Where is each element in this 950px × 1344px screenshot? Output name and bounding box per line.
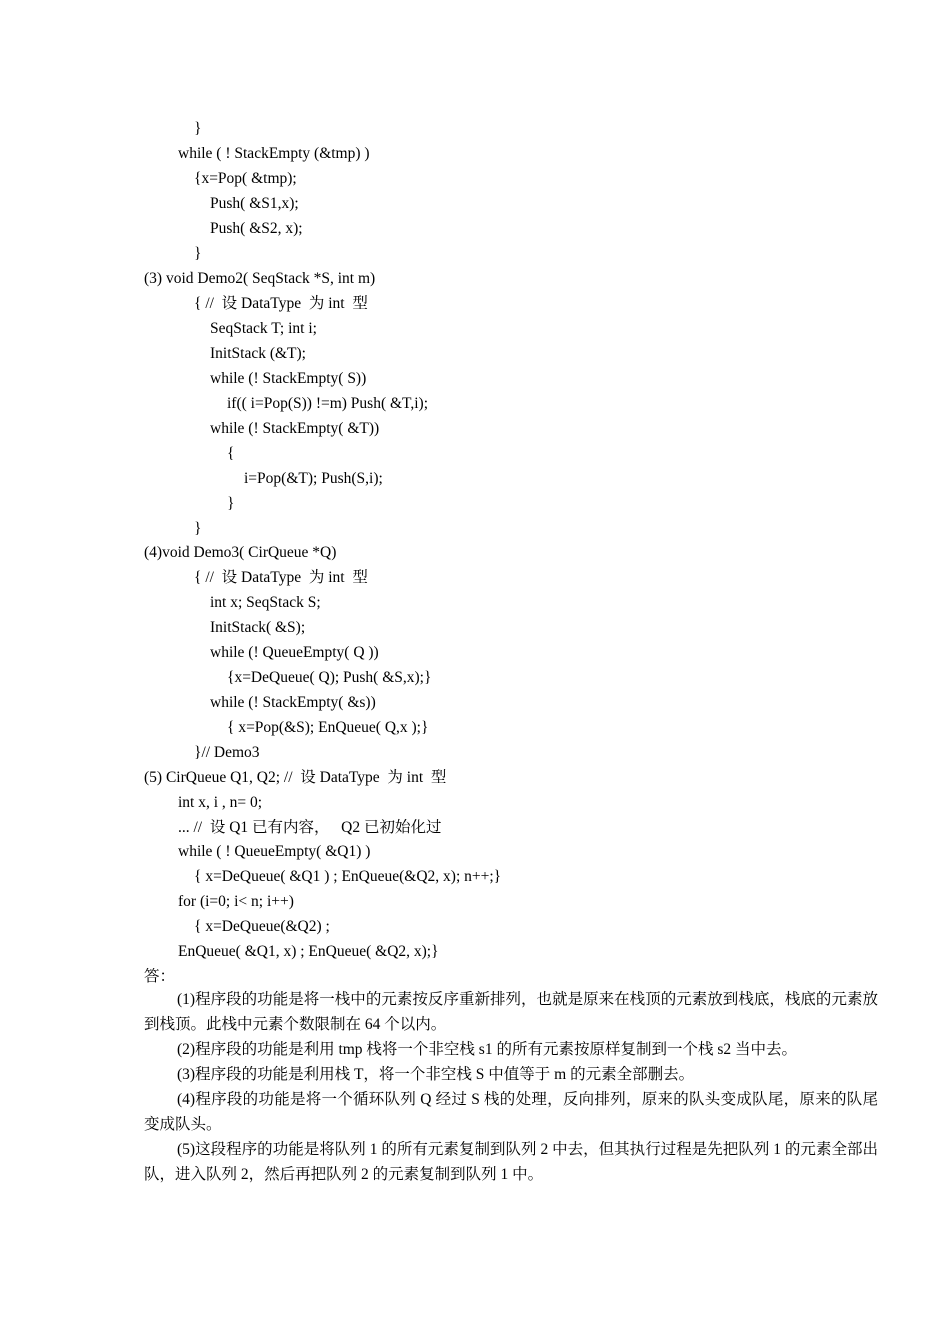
code-line: Push( &S2, x);: [210, 220, 303, 237]
answer-label: 答：: [144, 968, 176, 985]
code-line: while ( ! StackEmpty (&tmp) ): [178, 145, 370, 162]
code-line: (4)void Demo3( CirQueue *Q): [144, 544, 337, 561]
code-line: { x=DeQueue( &Q1 ) ; EnQueue(&Q2, x); n++;}: [194, 868, 502, 885]
answer-paragraph: (1)程序段的功能是将一栈中的元素按反序重新排列，也就是原来在栈顶的元素放到栈底，栈底的元素放到栈顶。此栈中元素个数限制在 64 个以内。: [144, 991, 878, 1033]
code-line: int x; SeqStack S;: [210, 594, 321, 611]
code-line: (5) CirQueue Q1, Q2; // 设 DataType 为 int 型: [144, 769, 447, 786]
code-line: while (! StackEmpty( &T)): [210, 420, 380, 437]
code-line: }: [194, 120, 202, 137]
code-line: { x=Pop(&S); EnQueue( Q,x );}: [227, 719, 429, 736]
code-line: for (i=0; i< n; i++): [178, 893, 294, 910]
code-line: }: [227, 495, 235, 512]
code-line: EnQueue( &Q1, x) ; EnQueue( &Q2, x);}: [178, 943, 439, 960]
code-line: }// Demo3: [194, 744, 260, 761]
answer-paragraph: (3)程序段的功能是利用栈 T，将一个非空栈 S 中值等于 m 的元素全部删去。: [177, 1066, 695, 1083]
code-line: { x=DeQueue(&Q2) ;: [194, 918, 330, 935]
code-line: int x, i , n= 0;: [178, 794, 263, 811]
code-line: while (! StackEmpty( &s)): [210, 694, 376, 711]
code-line: InitStack( &S);: [210, 619, 306, 636]
code-line: Push( &S1,x);: [210, 195, 299, 212]
code-line: { // 设 DataType 为 int 型: [194, 295, 368, 312]
code-line: {x=Pop( &tmp);: [194, 170, 297, 187]
code-line: InitStack (&T);: [210, 345, 306, 362]
code-line: {x=DeQueue( Q); Push( &S,x);}: [227, 669, 432, 686]
code-line: while (! QueueEmpty( Q )): [210, 644, 379, 661]
answer-paragraph: (2)程序段的功能是利用 tmp 栈将一个非空栈 s1 的所有元素按原样复制到一个栈 s2 当中去。: [177, 1041, 798, 1058]
code-line: if(( i=Pop(S)) !=m) Push( &T,i);: [227, 395, 429, 412]
code-line: {: [227, 445, 235, 462]
code-line: }: [194, 245, 202, 262]
code-line: SeqStack T; int i;: [210, 320, 317, 337]
code-line: { // 设 DataType 为 int 型: [194, 569, 368, 586]
code-line: while (! StackEmpty( S)): [210, 370, 367, 387]
answer-paragraph: (4)程序段的功能是将一个循环队列 Q 经过 S 栈的处理，反向排列，原来的队头变成队尾，原来的队尾变成队头。: [144, 1091, 878, 1133]
code-line: ... // 设 Q1 已有内容， Q2 已初始化过: [178, 819, 442, 836]
code-line: (3) void Demo2( SeqStack *S, int m): [144, 270, 376, 287]
code-line: while ( ! QueueEmpty( &Q1) ): [178, 843, 371, 860]
code-line: }: [194, 520, 202, 537]
answer-paragraph: (5)这段程序的功能是将队列 1 的所有元素复制到队列 2 中去，但其执行过程是先把队列 1 的元素全部出队，进入队列 2，然后再把队列 2 的元素复制到队列 1 中。: [144, 1141, 878, 1183]
code-line: i=Pop(&T); Push(S,i);: [244, 470, 383, 487]
